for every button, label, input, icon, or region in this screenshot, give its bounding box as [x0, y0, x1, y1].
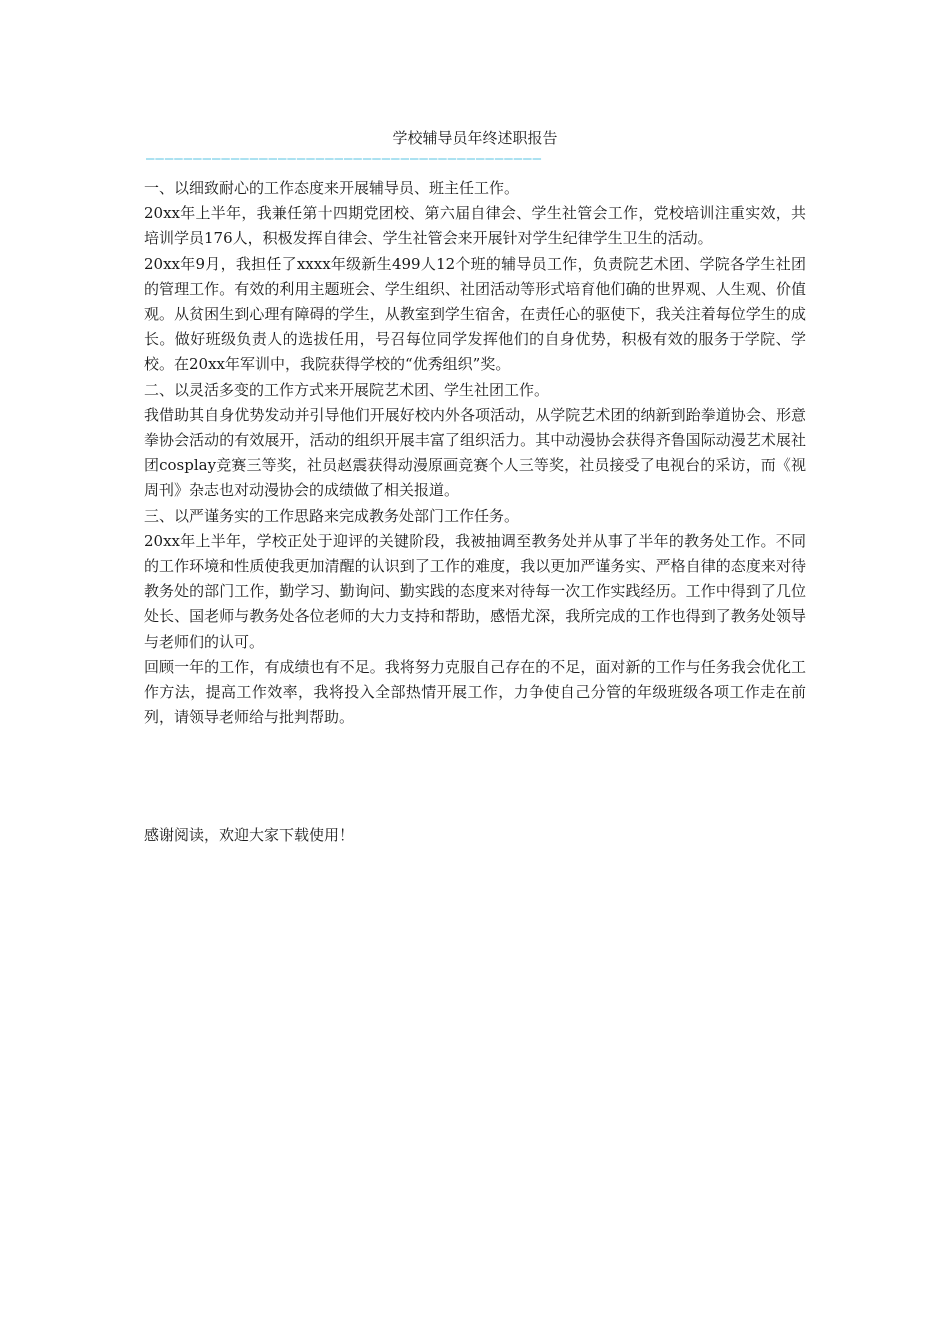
document-title: 学校辅导员年终述职报告 [392, 129, 558, 147]
paragraph: 20xx年上半年，学校正处于迎评的关键阶段，我被抽调至教务处并从事了半年的教务处工作。不同的工作环境和性质使我更加清醒的认识到了工作的难度，我以更加严谨务实、严格自律的态度来对待教务处的部门工作，勤学习、勤询问、勤实践的态度来对待每一次工作实践经历。工作中得到了几位处长、国老师与教务处各位老师的大力支持和帮助，感悟尤深，我所完成的工作也得到了教务处领导与老师们的认可。 [144, 531, 806, 651]
title-divider: —————————————————————————————————————————— [146, 151, 543, 167]
section-heading-1: 一、以细致耐心的工作态度来开展辅导员、班主任工作。 [144, 179, 520, 197]
section-heading-3: 三、以严谨务实的工作思路来完成教务处部门工作任务。 [144, 506, 520, 525]
paragraph: 我借助其自身优势发动并引导他们开展好校内外各项活动，从学院艺术团的纳新到跆拳道协会、形意拳协会活动的有效展开，活动的组织开展丰富了组织活力。其中动漫协会获得齐鲁国际动漫艺术展社团cosplay竞赛三等奖，社员赵震获得动漫原画竞赛个人三等奖，社员接受了电视台的采访，而《视周刊》杂志也对动漫协会的成绩做了相关报道。 [144, 405, 806, 500]
document-body [144, 176, 806, 730]
closing-note: 感谢阅读，欢迎大家下载使用！ [144, 826, 355, 844]
paragraph: 20xx年9月，我担任了xxxx年级新生499人12个班的辅导员工作，负责院艺术团、学院各学生社团的管理工作。有效的利用主题班会、学生组织、社团活动等形式培育他们确的世界观、人生观、价值观。从贫困生到心理有障碍的学生，从教室到学生宿舍，在责任心的驱使下，我关注着每位学生的成长。做好班级负责人的选拔任用，号召每位同学发挥他们的自身优势，积极有效的服务于学院、学校。在20xx年军训中，我院获得学校的“优秀组织”奖。 [144, 254, 806, 374]
section-heading-2: 二、以灵活多变的工作方式来开展院艺术团、学生社团工作。 [144, 380, 550, 399]
paragraph: 回顾一年的工作，有成绩也有不足。我将努力克服自己存在的不足，面对新的工作与任务我会优化工作方法，提高工作效率，我将投入全部热情开展工作，力争使自己分管的年级班级各项工作走在前列，请领导老师给与批判帮助。 [144, 657, 806, 727]
paragraph: 20xx年上半年，我兼任第十四期党团校、第六届自律会、学生社管会工作，党校培训注重实效，共培训学员176人，积极发挥自律会、学生社管会来开展针对学生纪律学生卫生的活动。 [144, 204, 806, 248]
